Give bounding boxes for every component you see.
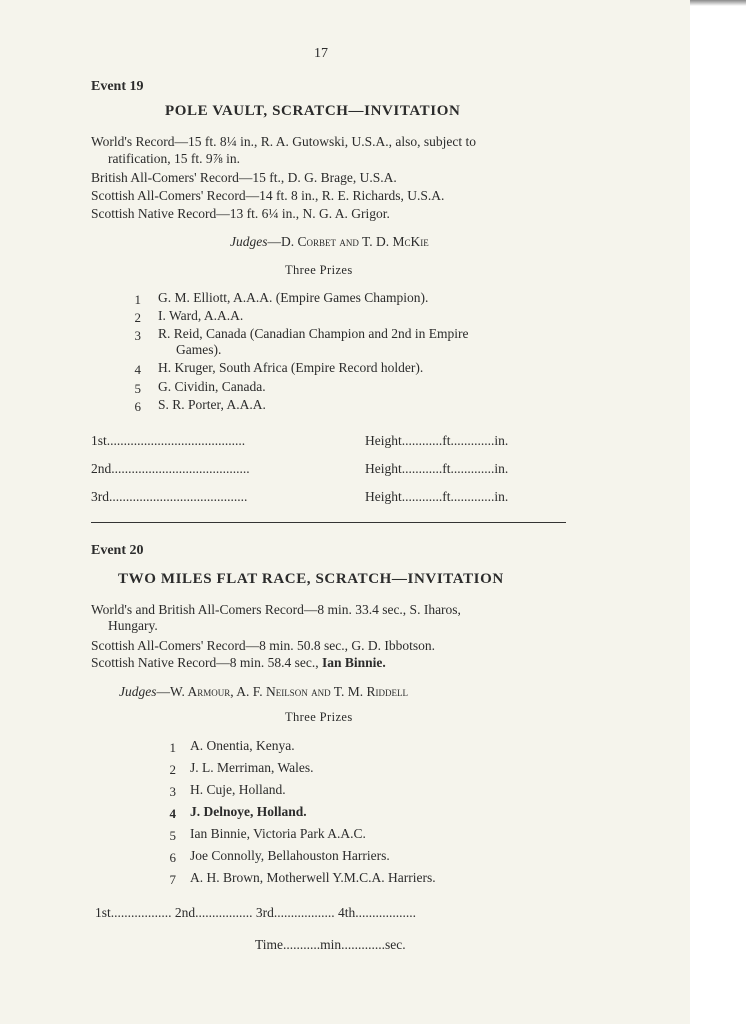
entry-name: G. Cividin, Canada. [158, 379, 266, 394]
event-20-record-line: Hungary. [108, 618, 158, 633]
time-line: Time...........min.............sec. [255, 937, 406, 952]
section-divider [91, 522, 566, 523]
judges-prefix: Judges [119, 684, 157, 699]
entry-name-continued: Games). [176, 342, 222, 357]
entry-name: S. R. Porter, A.A.A. [158, 397, 266, 412]
result-height-line: Height............ft.............in. [365, 461, 509, 476]
event-19-label: Event 19 [91, 79, 144, 94]
entry-number: 6 [134, 399, 141, 414]
result-place-line: 2nd......................................... [91, 461, 250, 476]
event-19-record-line: British All-Comers' Record—15 ft., D. G. Brage, U.S.A. [91, 170, 397, 185]
entry-number: 2 [134, 310, 141, 325]
judges-names: —W. Armour, A. F. Neilson and T. M. Riddell [156, 684, 408, 699]
event-20-record-line: Scottish Native Record—8 min. 58.4 sec., Ian Binnie. [91, 655, 386, 670]
entry-name: J. L. Merriman, Wales. [190, 760, 314, 775]
entry-number: 3 [169, 784, 176, 799]
page-number: 17 [314, 46, 328, 61]
event-20-record-line: World's and British All-Comers Record—8 min. 33.4 sec., S. Iharos, [91, 602, 461, 617]
event-20-record-line: Scottish All-Comers' Record—8 min. 50.8 sec., G. D. Ibbotson. [91, 638, 436, 653]
judges-prefix: Judges [230, 234, 268, 249]
result-place-line: 3rd......................................... [91, 489, 248, 504]
event-20-prizes: Three Prizes [285, 710, 353, 724]
entry-name: G. M. Elliott, A.A.A. (Empire Games Champion). [158, 290, 429, 305]
entry-number: 5 [134, 381, 141, 396]
judges-names: —D. Corbet and T. D. McKie [267, 234, 429, 249]
result-height-line: Height............ft.............in. [365, 433, 509, 448]
entry-number: 3 [134, 328, 141, 343]
entry-name: R. Reid, Canada (Canadian Champion and 2nd in Empire [158, 326, 469, 341]
entry-number: 5 [169, 828, 176, 843]
entry-name: J. Delnoye, Holland. [190, 804, 307, 819]
entry-number: 1 [169, 740, 176, 755]
entry-number: 4 [169, 806, 176, 821]
entry-number: 4 [134, 362, 141, 377]
placings-line: 1st.................. 2nd................. 3rd.................. 4th.................. [95, 905, 417, 920]
event-20-title: TWO MILES FLAT RACE, SCRATCH—INVITATION [118, 571, 504, 587]
event-19-record-line: Scottish All-Comers' Record—14 ft. 8 in., R. E. Richards, U.S.A. [91, 188, 445, 203]
record-holder-name: Ian Binnie. [321, 655, 386, 670]
entry-name: Ian Binnie, Victoria Park A.A.C. [190, 826, 366, 841]
result-height-line: Height............ft.............in. [365, 489, 509, 504]
event-19-record-line: World's Record—15 ft. 8¼ in., R. A. Gutowski, U.S.A., also, subject to [91, 134, 476, 149]
event-20-label: Event 20 [91, 543, 144, 558]
entry-name: A. H. Brown, Motherwell Y.M.C.A. Harriers. [190, 870, 436, 885]
result-place-line: 1st......................................... [91, 433, 246, 448]
event-19-prizes: Three Prizes [285, 263, 353, 277]
event-20-judges [119, 684, 408, 700]
entry-name: H. Kruger, South Africa (Empire Record holder). [158, 360, 424, 375]
entry-number: 7 [169, 872, 176, 887]
event-19-title: POLE VAULT, SCRATCH—INVITATION [165, 103, 461, 119]
entry-number: 1 [134, 292, 141, 307]
entry-name: H. Cuje, Holland. [190, 782, 286, 797]
entry-number: 6 [169, 850, 176, 865]
entry-number: 2 [169, 762, 176, 777]
event-19-record-line: Scottish Native Record—13 ft. 6¼ in., N. G. A. Grigor. [91, 206, 390, 221]
entry-name: I. Ward, A.A.A. [158, 308, 244, 323]
event-19-record-line: ratification, 15 ft. 9⅞ in. [108, 151, 240, 166]
entry-name: A. Onentia, Kenya. [190, 738, 295, 753]
event-19-judges [230, 234, 429, 250]
entry-name: Joe Connolly, Bellahouston Harriers. [190, 848, 390, 863]
